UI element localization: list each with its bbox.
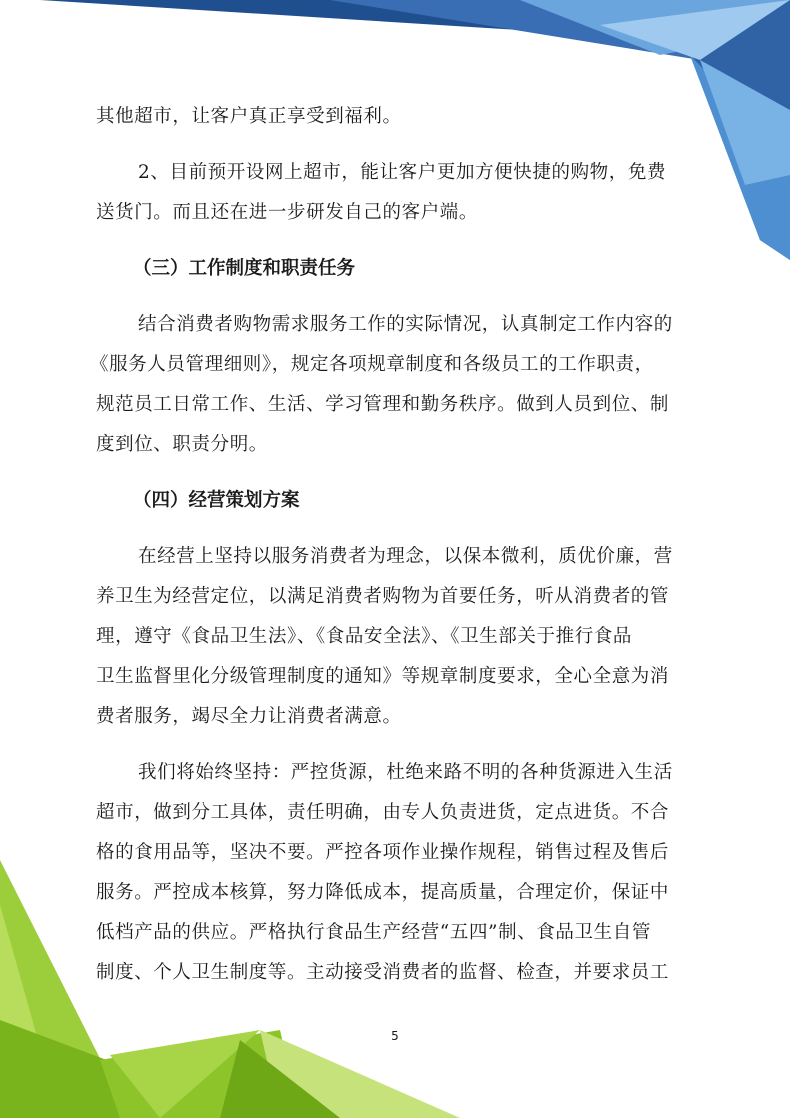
paragraph-line: 其他超市，让客户真正享受到福利。 bbox=[96, 106, 402, 127]
paragraph-line: 《服务人员管理细则》，规定各项规章制度和各级员工的工作职责， bbox=[90, 354, 654, 375]
paragraph-line: 理，遵守《食品卫生法》、《食品安全法》、《卫生部关于推行食品 bbox=[96, 626, 633, 647]
paragraph-line: 送货门。而且还在进一步研发自己的客户端。 bbox=[96, 202, 479, 223]
section-heading-four: （四）经营策划方案 bbox=[133, 490, 300, 511]
paragraph-line: 费者服务，竭尽全力让消费者满意。 bbox=[96, 706, 402, 727]
paragraph-line: 服务。严控成本核算，努力降低成本，提高质量，合理定价，保证中 bbox=[96, 882, 670, 903]
paragraph-line: 超市，做到分工具体，责任明确，由专人负责进货，定点进货。不合 bbox=[96, 802, 670, 823]
paragraph-line: 2、目前预开设网上超市，能让客户更加方便快捷的购物，免费 bbox=[138, 162, 667, 183]
paragraph-line: 在经营上坚持以服务消费者为理念，以保本微利，质优价廉，营 bbox=[138, 546, 673, 567]
paragraph-line: 规范员工日常工作、生活、学习管理和勤务秩序。做到人员到位、制 bbox=[96, 394, 670, 415]
paragraph-line: 度到位、职责分明。 bbox=[96, 434, 268, 455]
paragraph-line: 结合消费者购物需求服务工作的实际情况，认真制定工作内容的 bbox=[138, 314, 673, 335]
paragraph-line: 制度、个人卫生制度等。主动接受消费者的监督、检查，并要求员工 bbox=[96, 962, 670, 983]
section-heading-three: （三）工作制度和职责任务 bbox=[133, 258, 356, 279]
paragraph-line: 低档产品的供应。严格执行食品生产经营“五四”制、食品卫生自管 bbox=[96, 922, 651, 943]
page-number: 5 bbox=[391, 1029, 399, 1043]
paragraph-line: 我们将始终坚持：严控货源，杜绝来路不明的各种货源进入生活 bbox=[138, 762, 673, 783]
paragraph-line: 养卫生为经营定位，以满足消费者购物为首要任务，听从消费者的管 bbox=[96, 586, 670, 607]
paragraph-line: 卫生监督里化分级管理制度的通知》等规章制度要求，全心全意为消 bbox=[96, 666, 670, 687]
paragraph-line: 格的食用品等，坚决不要。严控各项作业操作规程，销售过程及售后 bbox=[96, 842, 670, 863]
